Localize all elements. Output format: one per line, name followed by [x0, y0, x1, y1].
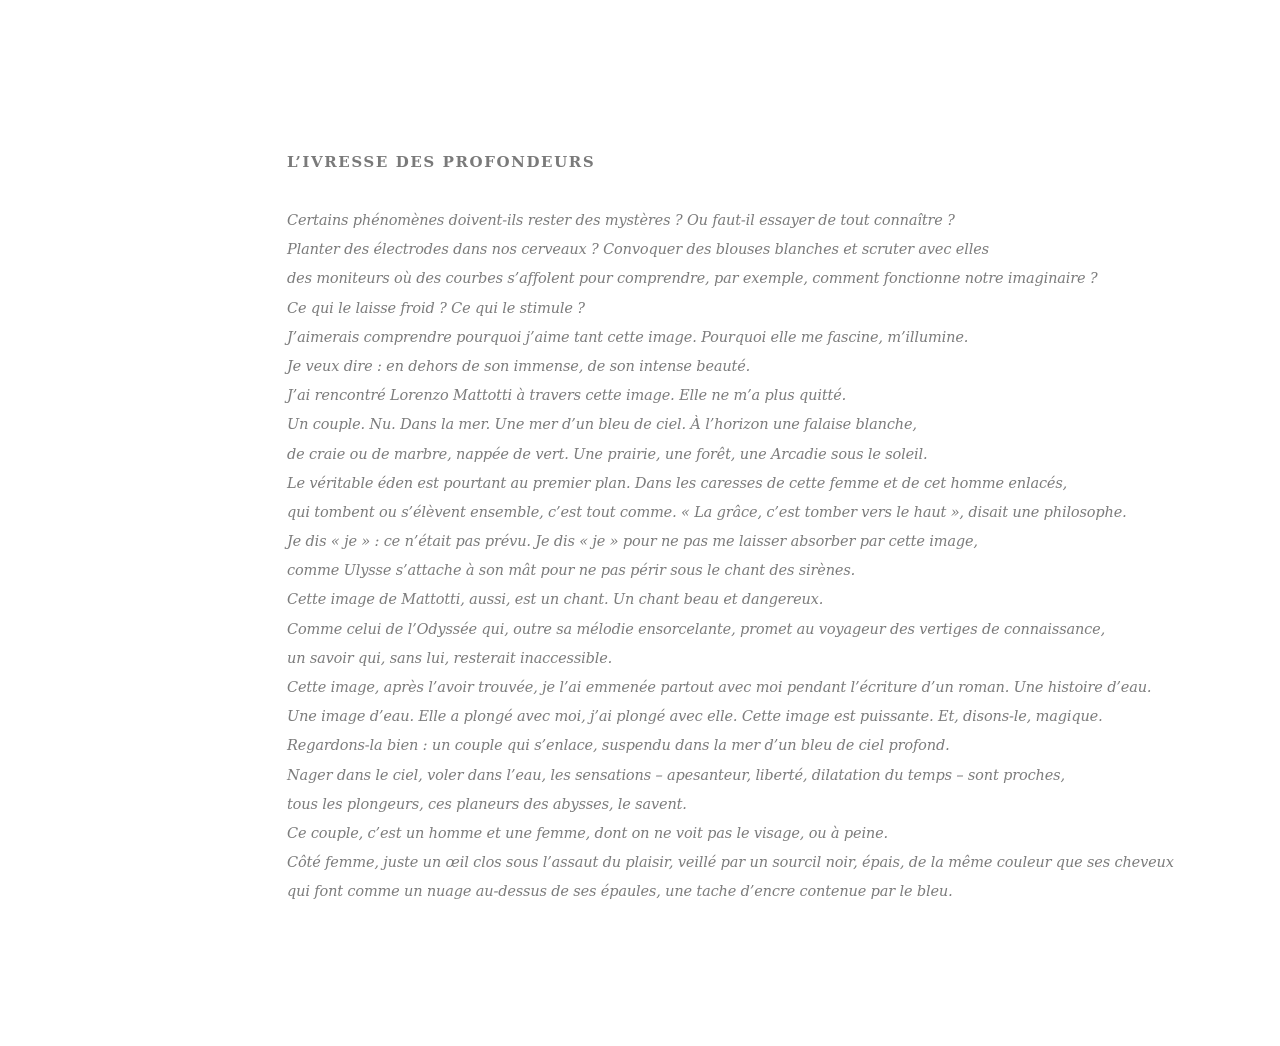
- page: [287, 150, 1257, 908]
- text-line-24: qui font comme un nuage au-dessus de ses épaules, une tache d’encre contenue par le bleu.: [287, 884, 953, 901]
- text-line-4: Ce qui le laisse froid ? Ce qui le stimule ?: [287, 300, 585, 317]
- text-line-8: Un couple. Nu. Dans la mer. Une mer d’un bleu de ciel. À l’horizon une falaise blanche,: [287, 417, 917, 434]
- text-line-14: Cette image de Mattotti, aussi, est un chant. Un chant beau et dangereux.: [287, 592, 824, 609]
- text-line-17: Cette image, après l’avoir trouvée, je l’ai emmenée partout avec moi pendant l’écriture d’un roman. Une histoire d’eau.: [287, 680, 1152, 696]
- text-line-20: Nager dans le ciel, voler dans l’eau, les sensations – apesanteur, liberté, dilatation du temps – sont proches,: [287, 767, 1065, 784]
- text-line-9: de craie ou de marbre, nappée de vert. Une prairie, une forêt, une Arcadie sous le soleil.: [287, 446, 928, 463]
- text-line-23: Côté femme, juste un œil clos sous l’assaut du plaisir, veillé par un sourcil noir, épais, de la même couleur que ses cheveux: [287, 855, 1174, 872]
- text-line-15: Comme celui de l’Odyssée qui, outre sa mélodie ensorcelante, promet au voyageur des vertiges de connaissance,: [287, 621, 1106, 638]
- text-line-2: Planter des électrodes dans nos cerveaux ? Convoquer des blouses blanches et scruter avec elles: [287, 242, 989, 259]
- text-line-3: des moniteurs où des courbes s’affolent pour comprendre, par exemple, comment fonctionne notre imaginaire ?: [287, 271, 1098, 288]
- text-line-11: qui tombent ou s’élèvent ensemble, c’est tout comme. « La grâce, c’est tomber vers le haut », disait une philosophe.: [287, 504, 1127, 521]
- text-line-1: Certains phénomènes doivent-ils rester des mystères ? Ou faut-il essayer de tout connaître ?: [287, 213, 955, 229]
- text-line-21: tous les plongeurs, ces planeurs des abysses, le savent.: [287, 796, 687, 813]
- text-line-6: Je veux dire : en dehors de son immense, de son intense beauté.: [287, 358, 751, 375]
- page-title: L’IVRESSE DES PROFONDEURS: [287, 153, 596, 171]
- text-line-7: J’ai rencontré Lorenzo Mattotti à travers cette image. Elle ne m’a plus quitté.: [287, 388, 847, 405]
- text-line-16: un savoir qui, sans lui, resterait inaccessible.: [287, 650, 613, 667]
- text-line-10: Le véritable éden est pourtant au premier plan. Dans les caresses de cette femme et de cet homme enlacés,: [287, 475, 1068, 492]
- text-line-13: comme Ulysse s’attache à son mât pour ne pas périr sous le chant des sirènes.: [287, 563, 856, 580]
- text-line-22: Ce couple, c’est un homme et une femme, dont on ne voit pas le visage, ou à peine.: [287, 825, 889, 842]
- text-line-5: J’aimerais comprendre pourquoi j’aime tant cette image. Pourquoi elle me fascine, m’illumine.: [287, 329, 969, 346]
- poem-text: [287, 207, 1257, 908]
- text-line-19: Regardons-la bien : un couple qui s’enlace, suspendu dans la mer d’un bleu de ciel profond.: [287, 738, 950, 755]
- text-line-18: Une image d’eau. Elle a plongé avec moi, j’ai plongé avec elle. Cette image est puissante. Et, disons-le, magique.: [287, 709, 1103, 726]
- text-line-12: Je dis « je » : ce n’était pas prévu. Je dis « je » pour ne pas me laisser absorber par cette image,: [287, 534, 978, 551]
